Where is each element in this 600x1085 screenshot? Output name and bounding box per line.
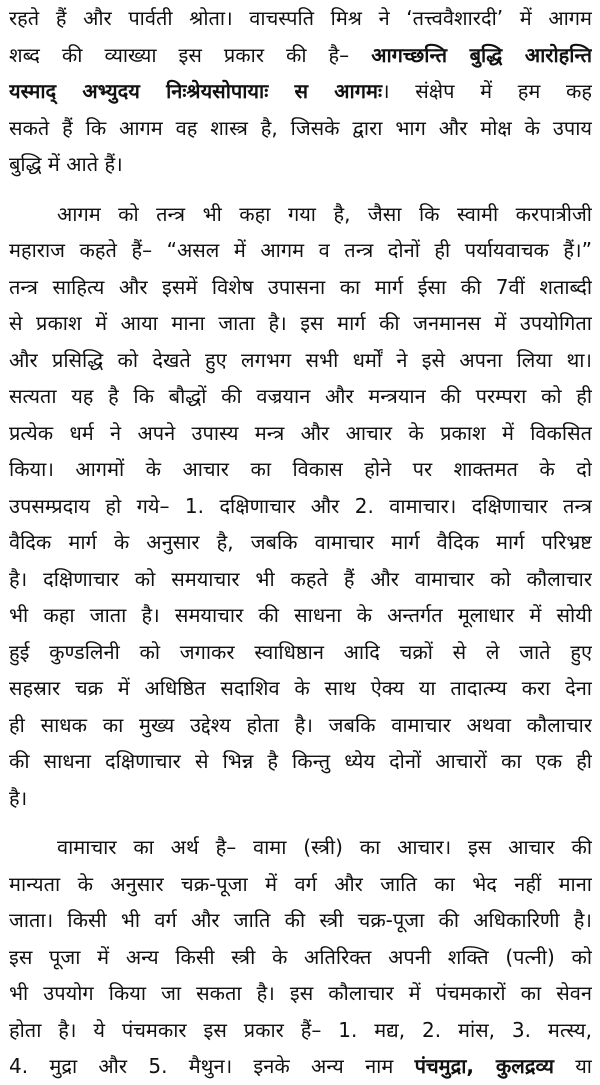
text-segment: मान्यता के अनुसार चक्र-पूजा में वर्ग और जाति का भेद नहीं माना <box>9 871 592 896</box>
text-segment: हुई कुण्डलिनी को जगाकर स्वाधिष्ठान आदि चक्रों से ले जाते हुए <box>9 639 592 664</box>
text-segment: या <box>553 1054 592 1078</box>
text-segment: इस पूजा में अन्य किसी स्त्री के अतिरिक्त अपनी शक्ति (पत्नी) को <box>9 944 592 969</box>
bold-text: आगच्छन्ति बुद्धि आरोहन्ति <box>371 42 592 67</box>
text-segment: जाता। किसी भी वर्ग और जाति की स्त्री चक्र-पूजा की अधिकारिणी है। <box>9 908 592 932</box>
text-segment: । संक्षेप में हम कह <box>382 79 592 103</box>
text-line <box>9 37 592 74</box>
text-segment: 4. मुद्रा और 5. मैथुन। इनके अन्य नाम <box>9 1054 415 1078</box>
text-line <box>9 780 592 817</box>
text-segment: होता है। ये पंचमकार इस प्रकार हैं– 1. मद्य, 2. मांस, 3. मत्स्य, <box>9 1017 592 1042</box>
text-segment: आगम को तन्त्र भी कहा गया है, जैसा कि स्वामी करपात्रीजी <box>57 201 592 226</box>
text-line <box>9 670 592 707</box>
text-segment: ही साधक का मुख्य उद्देश्य होता है। जबकि वामाचार अथवा कौलाचार <box>9 712 592 737</box>
text-line <box>9 488 592 525</box>
paragraph <box>9 196 592 817</box>
text-line <box>9 524 592 561</box>
text-line <box>9 0 592 37</box>
text-segment: से प्रकाश में आया माना जाता है। इस मार्ग की जनमानस में उपयोगिता <box>9 311 592 335</box>
text-segment: और प्रसिद्धि को देखते हुए लगभग सभी धर्मों ने इसे अपना लिया था। <box>9 347 592 372</box>
text-line <box>9 378 592 415</box>
text-line <box>9 1012 592 1049</box>
text-segment: प्रत्येक धर्म ने अपने उपास्य मन्त्र और आचार के प्रकाश में विकसित <box>9 420 592 445</box>
text-line <box>9 305 592 342</box>
paragraph <box>9 0 592 183</box>
text-line <box>9 110 592 147</box>
text-line <box>9 866 592 903</box>
text-line <box>9 232 592 269</box>
bold-text: यस्माद् अभ्युदय निःश्रेयसोपायाः स आगमः <box>9 79 383 103</box>
bold-text: पंचमुद्रा, कुलद्रव्य <box>414 1054 554 1078</box>
text-segment: सत्यता यह है कि बौद्धों की वज्रयान और मन्त्रयान की परम्परा को ही <box>9 384 592 408</box>
text-line <box>9 415 592 452</box>
text-line <box>9 902 592 939</box>
text-line <box>9 561 592 598</box>
text-line <box>9 829 592 866</box>
text-segment: महाराज कहते हैं– “असल में आगम व तन्त्र दोनों ही पर्यायवाचक हैं।” <box>9 238 592 262</box>
text-line <box>9 342 592 379</box>
text-segment: शब्द की व्याख्या इस प्रकार की है– <box>9 42 372 67</box>
text-line <box>9 597 592 634</box>
text-line <box>9 707 592 744</box>
text-segment: की साधना दक्षिणाचार से भिन्न है किन्तु ध्येय दोनों आचारों का एक ही <box>9 749 592 773</box>
text-line <box>9 73 592 110</box>
text-segment: भी कहा जाता है। समयाचार की साधना के अन्तर्गत मूलाधार में सोयी <box>9 603 592 627</box>
text-line <box>9 146 592 183</box>
text-line <box>9 743 592 780</box>
text-segment: तन्त्र साहित्य और इसमें विशेष उपासना का मार्ग ईसा की 7वीं शताब्दी <box>9 274 592 299</box>
text-line <box>9 196 592 233</box>
text-segment: सहस्रार चक्र में अधिष्ठित सदाशिव के साथ ऐक्य या तादात्म्य करा देना <box>9 676 592 700</box>
text-segment: किया। आगमों के आचार का विकास होने पर शाक्तमत के दो <box>9 457 592 481</box>
text-segment: रहते हैं और पार्वती श्रोता। वाचस्पति मिश्र ने ‘तत्त्ववैशारदी’ में आगम <box>9 6 592 30</box>
paragraph <box>9 829 592 1085</box>
text-line <box>9 451 592 488</box>
text-line <box>9 1048 592 1085</box>
text-segment: वैदिक मार्ग के अनुसार है, जबकि वामाचार मार्ग वैदिक मार्ग परिभ्रष्ट <box>9 530 592 554</box>
text-segment: भी उपयोग किया जा सकता है। इस कौलाचार में पंचमकारों का सेवन <box>9 981 592 1005</box>
text-segment: सकते हैं कि आगम वह शास्त्र है, जिसके द्वारा भाग और मोक्ष के उपाय <box>9 115 592 140</box>
text-segment: वामाचार का अर्थ है– वामा (स्त्री) का आचार। इस आचार की <box>57 835 592 859</box>
text-segment: है। दक्षिणाचार को समयाचार भी कहते हैं और वामाचार को कौलाचार <box>9 566 592 591</box>
text-segment: उपसम्प्रदाय हो गये– 1. दक्षिणाचार और 2. वामाचार। दक्षिणाचार तन्त्र <box>9 493 592 518</box>
text-segment: है। <box>9 785 28 810</box>
text-line <box>9 269 592 306</box>
text-line <box>9 939 592 976</box>
text-segment: बुद्धि में आते हैं। <box>9 152 123 176</box>
text-line <box>9 975 592 1012</box>
text-line <box>9 634 592 671</box>
